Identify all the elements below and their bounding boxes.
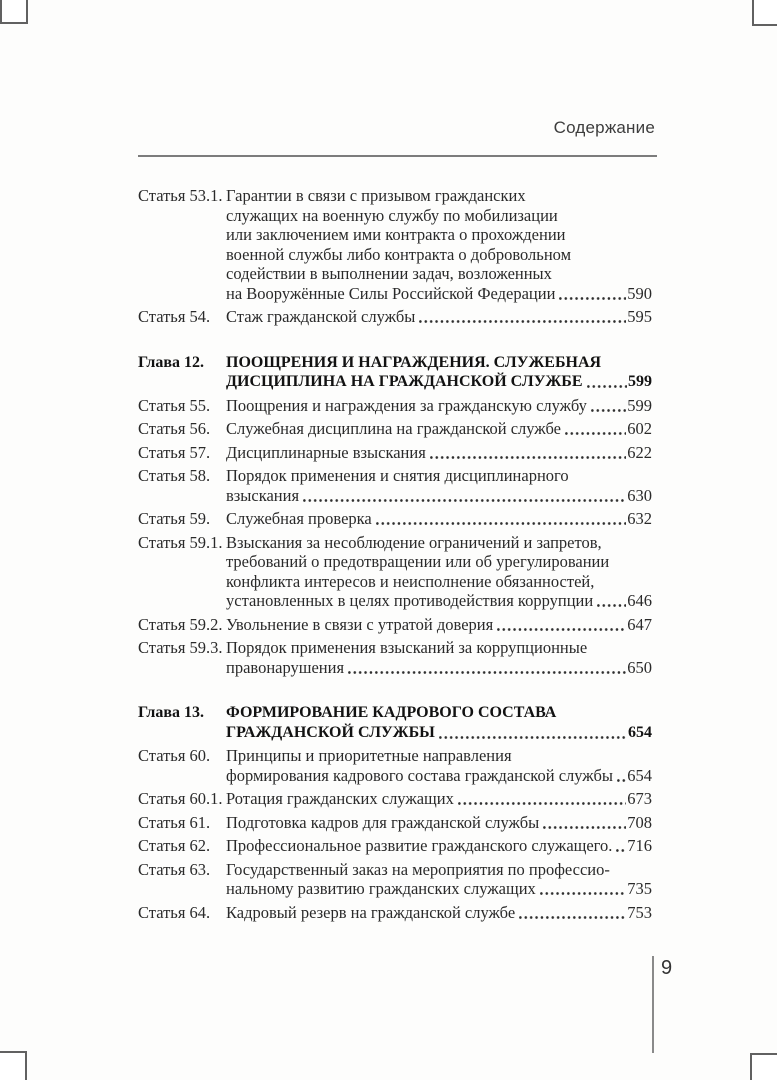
entry-line bbox=[226, 903, 652, 923]
entry-text: Кадровый резерв на гражданской службе bbox=[226, 902, 516, 922]
toc-entry bbox=[138, 419, 652, 439]
toc-entry bbox=[138, 615, 652, 635]
entry-text: Стаж гражданской службы bbox=[226, 307, 416, 326]
entry-page-number: 735 bbox=[627, 879, 652, 898]
entry-line bbox=[226, 591, 652, 611]
dot-leader bbox=[495, 615, 626, 635]
running-head: Содержание bbox=[553, 118, 655, 137]
entry-label: Статья 61. bbox=[138, 812, 211, 832]
entry-line: ФОРМИРОВАНИЕ КАДРОВОГО СОСТАВА bbox=[226, 704, 557, 721]
toc-entry bbox=[138, 789, 652, 809]
entry-line bbox=[226, 419, 652, 439]
entry-line: требований о предотвращении или об урегулировании bbox=[226, 552, 610, 571]
entry-line bbox=[226, 284, 652, 304]
entry-page-number: 654 bbox=[627, 765, 652, 785]
entry-text: Подготовка кадров для гражданской службы bbox=[226, 812, 540, 832]
entry-line: ПООЩРЕНИЯ И НАГРАЖДЕНИЯ. СЛУЖЕБНАЯ bbox=[226, 353, 602, 371]
entry-text: Дисциплинарные взыскания bbox=[226, 442, 426, 462]
dot-leader bbox=[589, 396, 626, 416]
toc-entry bbox=[138, 903, 652, 923]
entry-page-number: 630 bbox=[627, 485, 652, 505]
dot-leader bbox=[557, 284, 626, 304]
toc-list bbox=[138, 186, 652, 926]
entry-body bbox=[226, 466, 652, 505]
toc-entry bbox=[138, 813, 652, 833]
dot-leader bbox=[428, 443, 626, 463]
dot-leader bbox=[301, 486, 626, 506]
toc-entry bbox=[138, 638, 652, 677]
entry-body bbox=[226, 307, 652, 327]
entry-line: Порядок применения взысканий за коррупционные bbox=[226, 638, 588, 657]
entry-label: Статья 55. bbox=[138, 395, 211, 415]
entry-line: или заключением ими контракта о прохождении bbox=[226, 225, 566, 244]
entry-label: Статья 59. bbox=[138, 509, 211, 528]
entry-line bbox=[226, 615, 652, 635]
entry-body bbox=[226, 860, 652, 899]
entry-text: нальному развитию гражданских служащих bbox=[226, 879, 536, 898]
entry-label: Глава 12. bbox=[138, 353, 204, 371]
entry-page-number: 595 bbox=[627, 307, 652, 326]
entry-line: содействии в выполнении задач, возложенных bbox=[226, 264, 552, 283]
entry-page-number: 716 bbox=[627, 836, 652, 855]
entry-text: взыскания bbox=[226, 485, 300, 505]
entry-label: Статья 59.1. bbox=[138, 532, 223, 552]
entry-line bbox=[226, 307, 652, 327]
entry-body bbox=[226, 789, 652, 809]
entry-page-number: 599 bbox=[627, 395, 652, 415]
entry-line bbox=[226, 658, 652, 678]
toc-entry bbox=[138, 703, 652, 742]
entry-body bbox=[226, 419, 652, 439]
entry-line bbox=[226, 813, 652, 833]
entry-line bbox=[226, 879, 652, 899]
entry-text: формирования кадрового состава гражданской службы bbox=[226, 765, 613, 785]
entry-body bbox=[226, 903, 652, 923]
toc-entry bbox=[138, 466, 652, 505]
toc-entry bbox=[138, 353, 652, 392]
entry-text: на Вооружённые Силы Российской Федерации bbox=[226, 283, 556, 303]
folio-rule bbox=[652, 956, 654, 1053]
dot-leader bbox=[346, 658, 626, 678]
entry-body bbox=[226, 615, 652, 635]
toc-entry bbox=[138, 186, 652, 303]
entry-page-number: 602 bbox=[627, 419, 652, 438]
entry-page-number: 708 bbox=[627, 812, 652, 832]
entry-label: Статья 64. bbox=[138, 902, 211, 922]
entry-page-number: 647 bbox=[627, 614, 652, 634]
entry-body bbox=[226, 746, 652, 785]
entry-text: установленных в целях противодействия коррупции bbox=[226, 591, 594, 610]
entry-line: служащих на военную службу по мобилизации bbox=[226, 205, 558, 225]
dot-leader bbox=[541, 813, 626, 833]
entry-page-number: 622 bbox=[627, 442, 652, 462]
corner-mark-top-right bbox=[752, 0, 777, 26]
entry-line: Порядок применения и снятия дисциплинарного bbox=[226, 466, 569, 485]
entry-line bbox=[226, 789, 652, 809]
entry-line: Государственный заказ на мероприятия по профессио- bbox=[226, 859, 610, 879]
entry-text: правонарушения bbox=[226, 657, 345, 677]
toc-entry bbox=[138, 746, 652, 785]
entry-text: Поощрения и награждения за гражданскую службу bbox=[226, 395, 587, 415]
entry-text: ДИСЦИПЛИНА НА ГРАЖДАНСКОЙ СЛУЖБЕ bbox=[226, 373, 583, 390]
entry-line: Принципы и приоритетные направления bbox=[226, 746, 512, 765]
dot-leader bbox=[563, 419, 626, 439]
toc-entry bbox=[138, 533, 652, 611]
entry-line: Гарантии в связи с призывом гражданских bbox=[226, 186, 526, 205]
entry-label: Статья 56. bbox=[138, 419, 211, 438]
entry-line bbox=[226, 396, 652, 416]
entry-line bbox=[226, 372, 652, 392]
entry-line bbox=[226, 443, 652, 463]
toc-entry bbox=[138, 396, 652, 416]
toc-entry bbox=[138, 307, 652, 327]
entry-label: Статья 54. bbox=[138, 307, 211, 326]
entry-label: Статья 62. bbox=[138, 836, 211, 855]
entry-label: Статья 59.2. bbox=[138, 614, 223, 634]
toc-entry bbox=[138, 836, 652, 856]
entry-text: ГРАЖДАНСКОЙ СЛУЖБЫ bbox=[226, 723, 435, 741]
entry-label: Статья 53.1. bbox=[138, 186, 223, 205]
header-rule bbox=[138, 155, 657, 157]
entry-body bbox=[226, 186, 652, 303]
corner-mark-top-left bbox=[0, 0, 28, 24]
entry-body bbox=[226, 353, 652, 392]
corner-mark-bottom-right bbox=[750, 1053, 777, 1080]
dot-leader bbox=[595, 591, 626, 611]
entry-label: Статья 59.3. bbox=[138, 638, 223, 657]
entry-line: военной службы либо контракта о добровольном bbox=[226, 244, 572, 264]
entry-body bbox=[226, 638, 652, 677]
entry-page-number: 753 bbox=[627, 902, 652, 922]
entry-line bbox=[226, 766, 652, 786]
entry-line bbox=[226, 836, 652, 856]
entry-body bbox=[226, 836, 652, 856]
entry-page-number: 590 bbox=[627, 283, 652, 303]
dot-leader bbox=[374, 509, 627, 529]
dot-leader bbox=[585, 372, 627, 392]
dot-leader bbox=[437, 723, 627, 743]
entry-line bbox=[226, 486, 652, 506]
entry-line: Взыскания за несоблюдение ограничений и запретов, bbox=[226, 532, 602, 552]
entry-line bbox=[226, 723, 652, 743]
entry-page-number: 632 bbox=[627, 509, 652, 528]
entry-text: Ротация гражданских служащих bbox=[226, 789, 454, 808]
entry-page-number: 599 bbox=[628, 373, 652, 390]
entry-label: Статья 60. bbox=[138, 746, 211, 765]
entry-body bbox=[226, 509, 652, 529]
entry-label: Статья 57. bbox=[138, 442, 211, 462]
toc-entry bbox=[138, 443, 652, 463]
entry-text: Увольнение в связи с утратой доверия bbox=[226, 614, 494, 634]
entry-page-number: 673 bbox=[627, 789, 652, 808]
entry-label: Статья 60.1. bbox=[138, 789, 223, 808]
entry-page-number: 650 bbox=[627, 657, 652, 677]
entry-text: Служебная проверка bbox=[226, 509, 372, 528]
toc-entry bbox=[138, 860, 652, 899]
dot-leader bbox=[417, 307, 626, 327]
entry-body bbox=[226, 533, 652, 611]
entry-text: Профессиональное развитие гражданского служащего. bbox=[226, 836, 613, 855]
dot-leader bbox=[538, 879, 626, 899]
corner-mark-bottom-left bbox=[0, 1051, 27, 1080]
dot-leader bbox=[615, 766, 626, 786]
entry-label: Статья 58. bbox=[138, 466, 211, 485]
entry-text: Служебная дисциплина на гражданской службе bbox=[226, 419, 561, 438]
page-number: 9 bbox=[661, 957, 673, 979]
dot-leader bbox=[456, 789, 626, 809]
entry-body bbox=[226, 703, 652, 742]
entry-body bbox=[226, 396, 652, 416]
entry-label: Глава 13. bbox=[138, 704, 204, 721]
entry-line bbox=[226, 509, 652, 529]
entry-body bbox=[226, 813, 652, 833]
entry-body bbox=[226, 443, 652, 463]
entry-page-number: 646 bbox=[627, 591, 652, 610]
entry-page-number: 654 bbox=[628, 723, 652, 741]
entry-line: конфликта интересов и неисполнение обязанностей, bbox=[226, 571, 595, 591]
toc-entry bbox=[138, 509, 652, 529]
dot-leader bbox=[517, 903, 626, 923]
entry-label: Статья 63. bbox=[138, 859, 211, 879]
dot-leader bbox=[614, 836, 626, 856]
